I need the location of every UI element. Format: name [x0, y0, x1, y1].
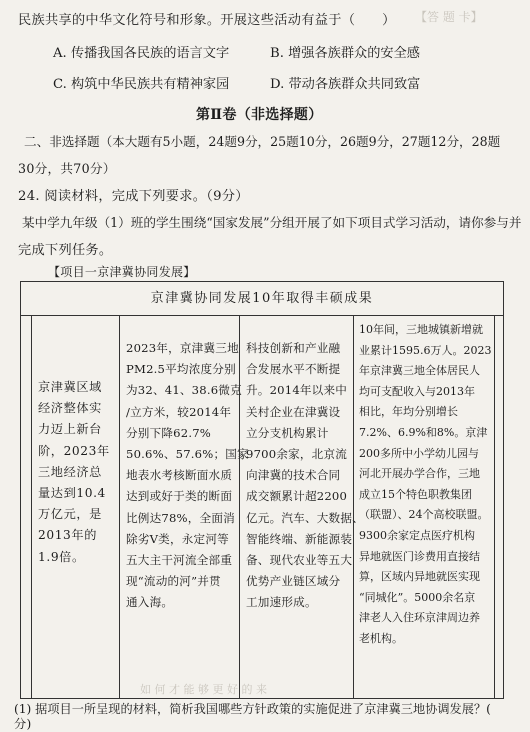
cell-line: 为32、41、38.6微克 — [126, 383, 242, 398]
cell-line: 经济整体实 — [38, 401, 102, 416]
cell-line: 均可支配收入与2013年 — [359, 384, 475, 398]
cell-line: 亿元。汽车、大数据、 — [246, 510, 364, 525]
material-table — [20, 281, 504, 699]
section-instruction-line2: 30分，共70分） — [18, 161, 116, 176]
option-text: 构筑中华民族共有精神家园 — [71, 77, 230, 92]
cell-line: 五大主干河流全部重 — [126, 553, 233, 568]
table-body — [31, 316, 495, 699]
cell-line: 通入海。 — [126, 595, 174, 610]
cell-line: 万亿元，是 — [38, 507, 102, 522]
cell-line: 三地经济总 — [38, 464, 102, 479]
cell-line: 津老人入住环京津周边养 — [359, 611, 480, 625]
option-d — [270, 73, 420, 92]
cell-line: 关村企业在津冀设 — [246, 404, 341, 419]
option-text: 传播我国各民族的语言文字 — [70, 46, 230, 61]
cell-line: 9300余家定点医疗机构 — [359, 528, 475, 542]
cell-line: 2023年，京津冀三地 — [126, 341, 239, 355]
cell-line: 算，区域内异地就医实现 — [359, 570, 480, 584]
table-column-livelihood — [353, 316, 493, 699]
column-text — [359, 320, 491, 650]
option-text: 带动各族群众共同致富 — [288, 77, 421, 92]
cell-line: 老机构。 — [359, 631, 403, 645]
column-text — [246, 338, 364, 614]
cell-line: PM2.5平均浓度分别 — [126, 362, 236, 377]
cell-line: 分别下降62.7% — [126, 425, 212, 440]
option-c — [53, 73, 229, 92]
prev-question-stem — [18, 9, 396, 28]
answer-paren: （ ） — [341, 13, 396, 28]
cell-line: 除劣V类，永定河等 — [126, 531, 229, 546]
table-title: 京津冀协同发展10年取得丰硕成果 — [21, 282, 503, 316]
cell-line: 京津冀区域 — [38, 380, 102, 394]
cell-line: 优势产业链区域分 — [246, 574, 341, 589]
option-letter: A. — [53, 46, 67, 61]
bleed-through-text-bottom: 如 何 才 能 够 更 好 的 来 — [140, 683, 267, 696]
prev-question-stem-text: 民族共享的中华文化符号和形象。开展这些活动有益于 — [18, 13, 342, 28]
cell-line: 地表水考核断面水质 — [126, 468, 233, 483]
section-title: 第Ⅱ卷（非选择题） — [196, 107, 323, 123]
cell-line: 7.2%、6.9%和8%。京津 — [359, 425, 488, 439]
option-letter: D. — [270, 77, 285, 92]
cell-line: 10年间，三地城镇新增就 — [359, 323, 483, 336]
sub-question-1-line1: (1) 据项目一所呈现的材料，简析我国哪些方针政策的实施促进了京津冀三地协调发展？( — [14, 702, 491, 716]
column-text — [126, 338, 249, 614]
cell-line: 2013年的 — [38, 528, 97, 543]
table-column-economy — [32, 316, 119, 699]
cell-line: 量达到10.4 — [38, 486, 106, 501]
cell-line: 现“流动的河”并贯 — [126, 574, 221, 589]
table-column-technology — [239, 316, 364, 699]
cell-line: 50.6%、57.6%；国家 — [126, 447, 249, 462]
option-letter: B. — [270, 46, 284, 61]
cell-line: 工加速形成。 — [246, 595, 317, 610]
cell-line: 阶，2023年 — [38, 443, 110, 458]
cell-line: 达到或好于类的断面 — [126, 489, 233, 504]
cell-line: /立方米，较2014年 — [126, 404, 232, 419]
question-24-intro-line2: 完成下列任务。 — [18, 243, 113, 258]
cell-line: 9700余家，北京流 — [246, 447, 348, 462]
cell-line: 立分支机构累计 — [246, 425, 329, 440]
option-b — [270, 42, 420, 61]
cell-line: 智能终端、新能源装 — [246, 531, 353, 546]
cell-line: 比例达78%，全面消 — [126, 510, 235, 525]
cell-line: 升。2014年以来中 — [246, 383, 348, 398]
cell-line: 科技创新和产业融 — [246, 341, 341, 355]
cell-line: 备、现代农业等五大 — [246, 553, 353, 568]
bleed-through-text-top: 【答 题 卡】 — [415, 10, 483, 24]
cell-line: 相比，年均分别增长 — [359, 405, 458, 419]
sub-question-1-line2: 分) — [14, 717, 32, 731]
cell-line: 1.9倍。 — [38, 549, 85, 564]
cell-line: （联盟）、24个高校联盟。 — [359, 508, 489, 522]
question-24-heading: 24. 阅读材料，完成下列要求。（9分） — [18, 189, 249, 204]
option-a — [53, 42, 229, 61]
column-text — [38, 377, 110, 568]
cell-line: 成立15个特色职教集团 — [359, 487, 472, 501]
option-letter: C. — [53, 77, 67, 92]
cell-line: 力迈上新台 — [38, 422, 102, 437]
cell-line: 向津冀的技术合同 — [246, 468, 341, 483]
cell-line: 合发展水平不断提 — [246, 362, 341, 377]
cell-line: 异地就医门诊费用直接结 — [359, 549, 480, 563]
question-24-intro-line1: 某中学九年级（1）班的学生围绕“国家发展”分组开展了如下项目式学习活动，请你参与并 — [22, 215, 522, 230]
table-column-environment — [119, 316, 249, 699]
section-instruction-line1: 二、非选择题（本大题有5小题，24题9分，25题10分，26题9分，27题12分，28题 — [24, 134, 501, 149]
cell-line: 年京津冀三地全体居民人 — [359, 364, 480, 378]
cell-line: 业累计1595.6万人。2023 — [359, 343, 492, 357]
cell-line: 河北开展办学合作，三地 — [359, 467, 480, 481]
project-label: 【项目一京津冀协同发展】 — [48, 265, 196, 279]
option-text: 增强各族群众的安全感 — [288, 46, 420, 61]
cell-line: 200多所中小学幼儿园与 — [359, 446, 479, 460]
cell-line: 成交额累计超2200 — [246, 489, 348, 504]
cell-line: “同城化”。5000余名京 — [359, 590, 476, 604]
